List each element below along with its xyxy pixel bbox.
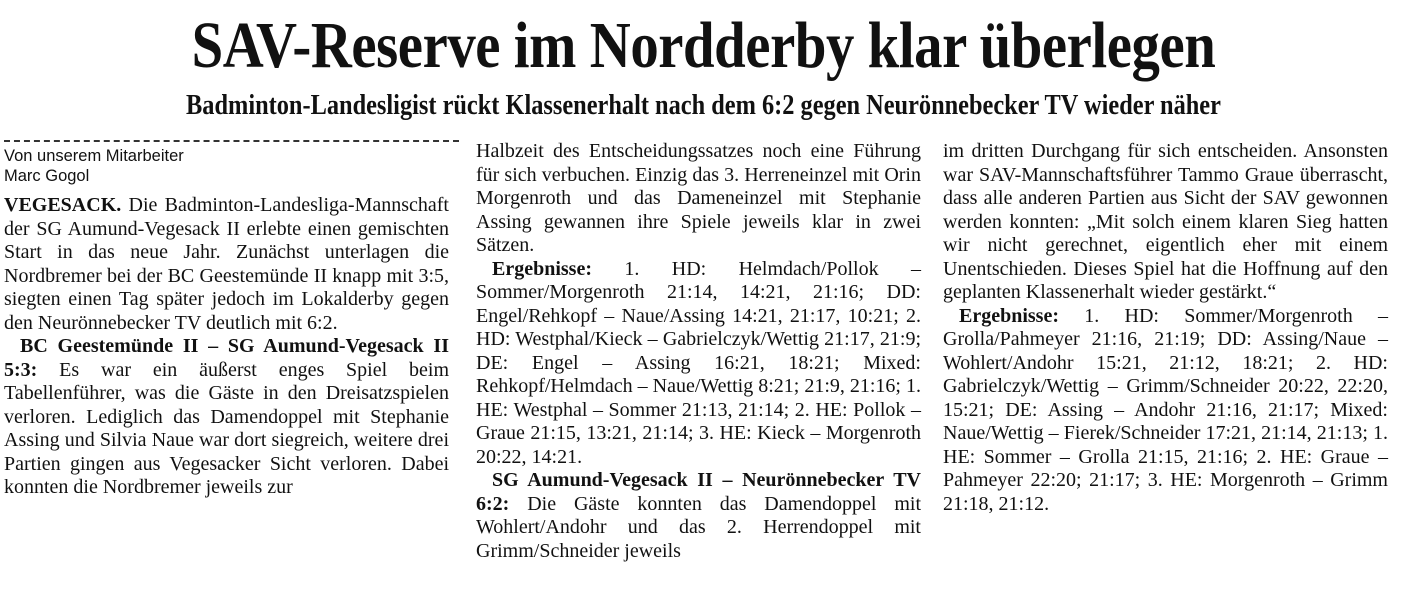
match2-paragraph	[476, 469, 921, 563]
match2-text-part2: im dritten Durchgang für sich entscheiden. Ansonsten war SAV-Mannschaftsführer Tammo Graue überrascht, dass alle anderen Partien aus Sicht der SAV gewonnen werden konnten: „Mit solch einem klaren Sieg hatten wir nicht gerechnet, eigentlich eher mit einem Unentschieden. Dieses Spiel hat die Hoffnung auf den geplanten Klassenerhalt wieder gestärkt.“	[943, 140, 1388, 303]
match2-text-part1: Die Gäste konnten das Damendoppel mit Wohlert/Andohr und das 2. Herrendoppel mit Grimm/Schneider jeweils	[476, 492, 921, 562]
match2-heading: SG Aumund-Vegesack II – Neurönnebecker TV 6:2:	[476, 469, 921, 515]
byline-author: Marc Gogol	[4, 167, 90, 185]
match1-text-part1: Es war ein äußerst enges Spiel beim Tabellenführer, was die Gäste in den Dreisatzspielen verloren. Lediglich das Damendoppel mit Stephanie Assing und Silvia Naue war dort siegreich, weitere drei Partien gingen aus Vegesacker Sicht verloren. Dabei konnten die Nordbremer jeweils zur	[4, 358, 450, 498]
match1-continued	[476, 140, 921, 258]
match1-results-label: Ergebnisse:	[492, 257, 592, 280]
column-3	[943, 140, 1388, 516]
column-2	[476, 140, 921, 563]
intro-paragraph	[4, 194, 449, 335]
match2-continued	[943, 140, 1388, 305]
column-1	[4, 140, 449, 500]
match1-results-paragraph	[476, 258, 921, 470]
match1-heading: BC Geestemünde II – SG Aumund-Vegesack II 5:3:	[4, 335, 449, 381]
subheadline: Badminton-Landesligist rückt Klassenerhalt nach dem 6:2 gegen Neurönnebecker TV wieder näher	[186, 89, 1221, 121]
byline-intro: Von unserem Mitarbeiter	[4, 147, 184, 165]
match2-results: 1. HD: Sommer/Morgenroth – Grolla/Pahmeyer 21:16, 21:19; DD: Assing/Naue – Wohlert/Andohr 15:21, 21:12, 18:21; 2. HD: Gabrielczyk/Wettig – Grimm/Schneider 20:22, 22:20, 15:21; DE: Assing – Andohr 21:16, 21:17; Mixed: Naue/Wettig – Fierek/Schneider 17:21, 21:14, 21:13; 1. HE: Sommer – Grolla 21:15, 21:16; 2. HE: Graue – Pahmeyer 22:20; 21:17; 3. HE: Morgenroth – Grimm 21:18, 21:12.	[943, 304, 1388, 515]
match1-paragraph	[4, 335, 449, 500]
headline: SAV-Reserve im Nordderby klar überlegen	[191, 9, 1216, 82]
dateline: VEGESACK.	[4, 194, 122, 216]
match1-results: 1. HD: Helmdach/Pollok – Sommer/Morgenroth 21:14, 14:21, 21:16; DD: Engel/Rehkopf – Naue/Assing 14:21, 21:17, 10:21; 2. HD: Westphal/Kieck – Gabrielczyk/Wettig 21:17, 21:9; DE: Engel – Assing 16:21, 18:21; Mixed: Rehkopf/Helmdach – Naue/Wettig 8:21; 21:9, 21:16; 1. HE: Westphal – Sommer 21:13, 21:14; 2. HE: Pollok – Graue 21:15, 13:21, 21:14; 3. HE: Kieck – Morgenroth 20:22, 14:21.	[476, 257, 921, 468]
match1-text-part2: Halbzeit des Entscheidungssatzes noch eine Führung für sich verbuchen. Einzig das 3. Herreneinzel mit Orin Morgenroth und das Dameneinzel mit Stephanie Assing gewannen ihre Spiele jeweils klar in zwei Sätzen.	[476, 140, 921, 256]
match2-results-label: Ergebnisse:	[959, 304, 1059, 327]
match2-results-paragraph	[943, 305, 1388, 517]
byline-rule	[4, 140, 459, 142]
intro-text: Die Badminton-Landesliga-Mannschaft der SG Aumund-Vegesack II erlebte einen gemischten Start in das neue Jahr. Zunächst unterlagen die Nordbremer bei der BC Geestemünde II knapp mit 3:5, siegten einen Tag später jedoch im Lokalderby gegen den Neurönnebecker TV deutlich mit 6:2.	[4, 194, 449, 334]
